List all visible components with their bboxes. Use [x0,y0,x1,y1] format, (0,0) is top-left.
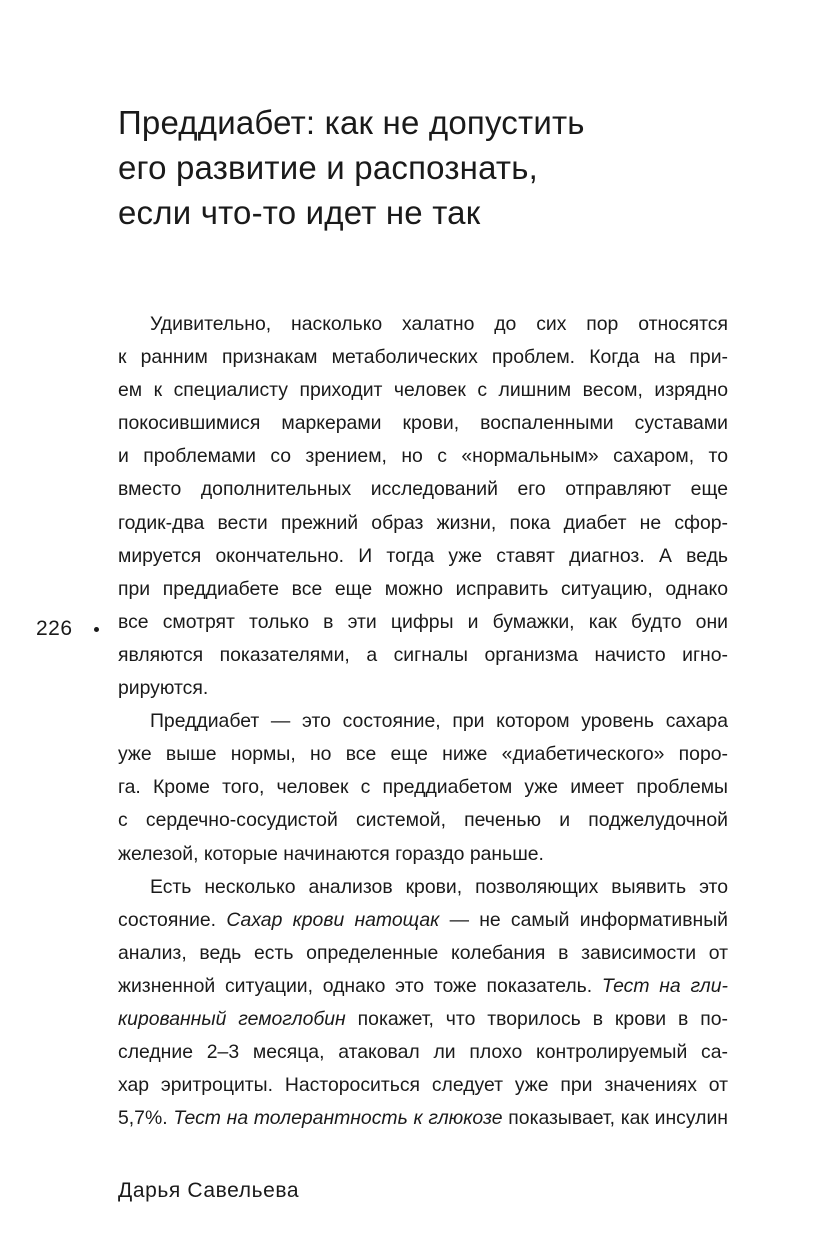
text-line: и проблемами со зрением, но с «нормальным» сахаром, то [118,445,728,468]
text-line: анализ, ведь есть определенные колебания в зависимости от [118,941,728,964]
text-line: ем к специалисту приходит человек с лишним весом, изрядно [118,379,728,402]
text-fragment-italic: Тест на гли- [601,974,728,997]
text-fragment: 5,7%. [118,1107,168,1130]
text-line: Преддиабет — это состояние, при котором уровень сахара [150,710,728,733]
text-line: Есть несколько анализов крови, позволяющих выявить это [150,875,728,898]
chapter-title-line: Преддиабет: как не допустить [118,104,585,141]
text-fragment: жизненной ситуации, однако это тоже показатель. [118,974,593,997]
text-fragment: состояние. [118,908,217,931]
text-fragment-italic: Тест на толерантность к глюкозе [173,1107,503,1130]
text-line: все смотрят только в эти цифры и бумажки, как будто они [118,610,728,633]
text-line: годик-два вести прежний образ жизни, пока диабет не сфор- [118,511,728,534]
text-line: уже выше нормы, но все еще ниже «диабетического» поро- [118,743,728,766]
text-line [118,1003,728,1036]
text-line: Удивительно, насколько халатно до сих пор относятся [150,313,728,335]
text-line: мируется окончательно. И тогда уже ставят диагноз. А ведь [118,544,728,567]
text-line [118,904,728,937]
text-line: рируются. [118,677,209,700]
page-number: 226 [36,617,73,640]
chapter-title-line: если что-то идет не так [118,194,481,231]
text-fragment: покажет, что творилось в крови в по- [357,1007,729,1030]
text-fragment-italic: кированный гемоглобин [118,1007,346,1030]
text-line [118,1102,728,1135]
chapter-title [118,100,738,235]
text-fragment-italic: Сахар крови натощак [226,908,440,931]
text-line: вместо дополнительных исследований его отправляют еще [118,478,728,501]
text-line: следние 2–3 месяца, атаковал ли плохо контролируемый са- [118,1041,728,1064]
text-line: к ранним признакам метаболических проблем. Когда на при- [118,346,728,369]
text-line: при преддиабете все еще можно исправить ситуацию, однако [118,577,728,600]
text-fragment: — не самый информативный [449,908,728,931]
text-line: железой, которые начинаются гораздо раньше. [118,842,544,865]
text-line: га. Кроме того, человек с преддиабетом уже имеет проблемы [118,776,728,799]
text-line: являются показателями, а сигналы организма начисто игно- [118,643,728,666]
bullet-dot-icon [94,627,99,632]
text-line: с сердечно-сосудистой системой, печенью и поджелудочной [118,809,728,832]
body-text [118,308,728,1135]
running-footer-author: Дарья Савельева [118,1179,300,1202]
text-line [118,970,728,1003]
text-line: покосившимися маркерами крови, воспаленными суставами [118,412,728,435]
chapter-title-line: его развитие и распознать, [118,149,539,186]
text-fragment: показывает, как инсулин [508,1107,728,1130]
text-line: хар эритроциты. Настороситься следует уже при значениях от [118,1074,728,1097]
